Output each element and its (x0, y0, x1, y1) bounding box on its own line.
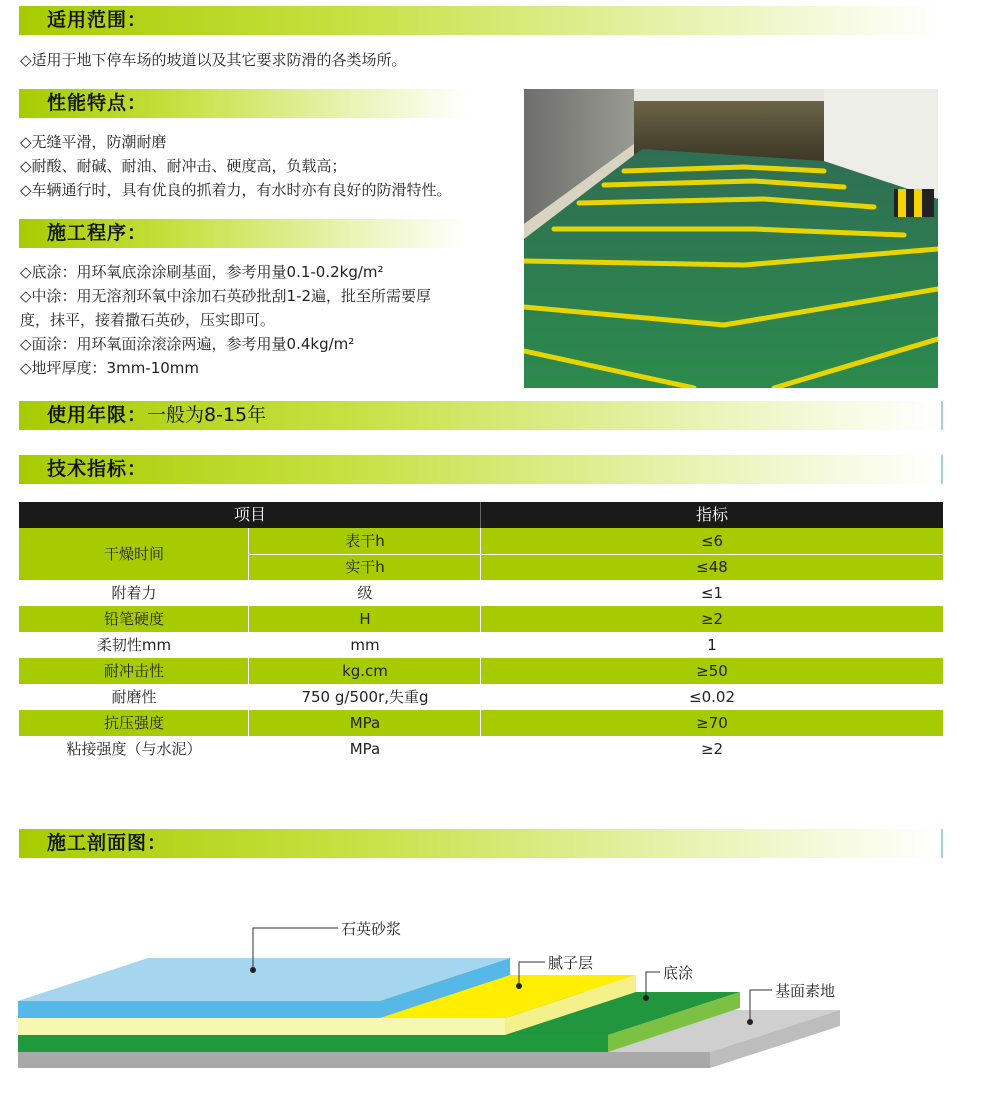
putty-layer-front (18, 1018, 505, 1035)
section-bar-scope (19, 6, 943, 35)
label-putty-layer: 腻子层 (548, 954, 594, 972)
lifespan-label: 使用年限： (47, 404, 148, 426)
base-layer-front (18, 1052, 710, 1068)
table-cell-unit: MPa (349, 714, 381, 732)
section-title-scope: 适用范围： (47, 9, 148, 31)
table-row (19, 580, 943, 606)
row-divider (248, 606, 249, 632)
section-bar-tech (19, 455, 943, 484)
table-cell-item: 附着力 (111, 584, 157, 602)
table-header-row (19, 502, 943, 528)
row-divider (248, 710, 249, 736)
table-cell-unit: mm (350, 636, 380, 654)
lifespan-value: 一般为8-15年 (147, 404, 267, 426)
section-bar-lifespan (19, 401, 943, 430)
features-line-1: ◇无缝平滑，防潮耐磨 (20, 133, 167, 151)
table-cell-unit: kg.cm (342, 662, 388, 680)
table-cell-value: ≥2 (700, 740, 724, 758)
table-cell-unit: H (359, 610, 371, 628)
table-row (19, 658, 943, 684)
table-cell-value: ≤0.02 (689, 688, 735, 706)
table-cell-unit: 实干h (345, 558, 385, 576)
section-title-tech: 技术指标： (47, 458, 148, 480)
table-header-item: 项目 (233, 505, 266, 524)
table-cell-unit: MPa (349, 740, 381, 758)
features-line-2: ◇耐酸、耐碱、耐油、耐冲击、硬度高，负载高； (20, 157, 347, 175)
section-title-lifespan (47, 402, 266, 429)
section-title-procedure: 施工程序： (47, 222, 148, 244)
table-cell-item: 抗压强度 (103, 714, 164, 732)
section-title-section-view: 施工剖面图： (47, 832, 168, 854)
scope-line-1: ◇适用于地下停车场的坡道以及其它要求防滑的各类场所。 (20, 51, 407, 69)
row-divider-v2 (480, 528, 481, 580)
section-bar-procedure (19, 219, 469, 248)
table-cell-value: 1 (707, 636, 717, 654)
table-cell-item: 铅笔硬度 (103, 610, 164, 628)
cross-section-diagram (0, 900, 1000, 1080)
label-primer: 底涂 (663, 964, 694, 982)
row-divider (480, 658, 481, 684)
row-divider-v1 (248, 528, 249, 580)
dot-putty (516, 983, 522, 989)
quartz-layer-front (18, 1001, 380, 1018)
table-row (19, 710, 943, 736)
primer-layer-front (18, 1035, 608, 1052)
dot-primer (643, 995, 649, 1001)
table-cell-value: ≥50 (696, 662, 728, 680)
row-divider (248, 658, 249, 684)
procedure-line-5: ◇地坪厚度：3mm-10mm (20, 359, 200, 377)
features-line-3: ◇车辆通行时，具有优良的抓着力，有水时亦有良好的防滑特性。 (20, 181, 452, 199)
row-divider (480, 710, 481, 736)
table-cell-item: 粘接强度（与水泥） (66, 740, 202, 758)
table-row (19, 684, 943, 710)
section-title-features: 性能特点： (47, 92, 148, 114)
header-divider (480, 502, 481, 528)
section-bar-features (19, 89, 469, 118)
table-cell-value: ≥70 (696, 714, 728, 732)
table-cell-value: ≤48 (696, 558, 728, 576)
label-base-ground: 基面素地 (775, 982, 836, 1000)
table-cell-unit: 表干h (345, 532, 385, 550)
procedure-line-4: ◇面涂：用环氧面涂滚涂两遍，参考用量0.4kg/m² (20, 335, 355, 353)
table-cell-item: 柔韧性mm (96, 636, 172, 654)
label-quartz-mortar: 石英砂浆 (341, 920, 402, 938)
dot-base (747, 1019, 753, 1025)
table-cell-value: ≤6 (700, 532, 724, 550)
procedure-line-2: ◇中涂：用无溶剂环氧中涂加石英砂批刮1-2遍，批至所需要厚 (20, 287, 432, 305)
table-cell-item: 耐磨性 (111, 688, 157, 706)
procedure-line-1: ◇底涂：用环氧底涂涂刷基面，参考用量0.1-0.2kg/m² (20, 263, 384, 281)
table-row (19, 632, 943, 658)
table-cell-unit: 750 g/500r,失重g (301, 688, 429, 706)
table-cell-value: ≥2 (700, 610, 724, 628)
table-cell-unit: 级 (357, 584, 373, 602)
parking-ramp-photo (524, 89, 938, 388)
table-cell-value: ≤1 (700, 584, 724, 602)
table-cell-item-merged: 干燥时间 (19, 528, 249, 580)
table-row (19, 606, 943, 632)
ramp-illustration (524, 89, 938, 388)
procedure-line-3: 度，抹平，接着撒石英砂，压实即可。 (20, 311, 276, 329)
table-cell-item: 耐冲击性 (103, 662, 164, 680)
section-bar-section-view (19, 829, 943, 858)
dot-quartz (250, 967, 256, 973)
table-row (19, 736, 943, 762)
row-divider (480, 606, 481, 632)
table-header-value: 指标 (695, 505, 728, 524)
